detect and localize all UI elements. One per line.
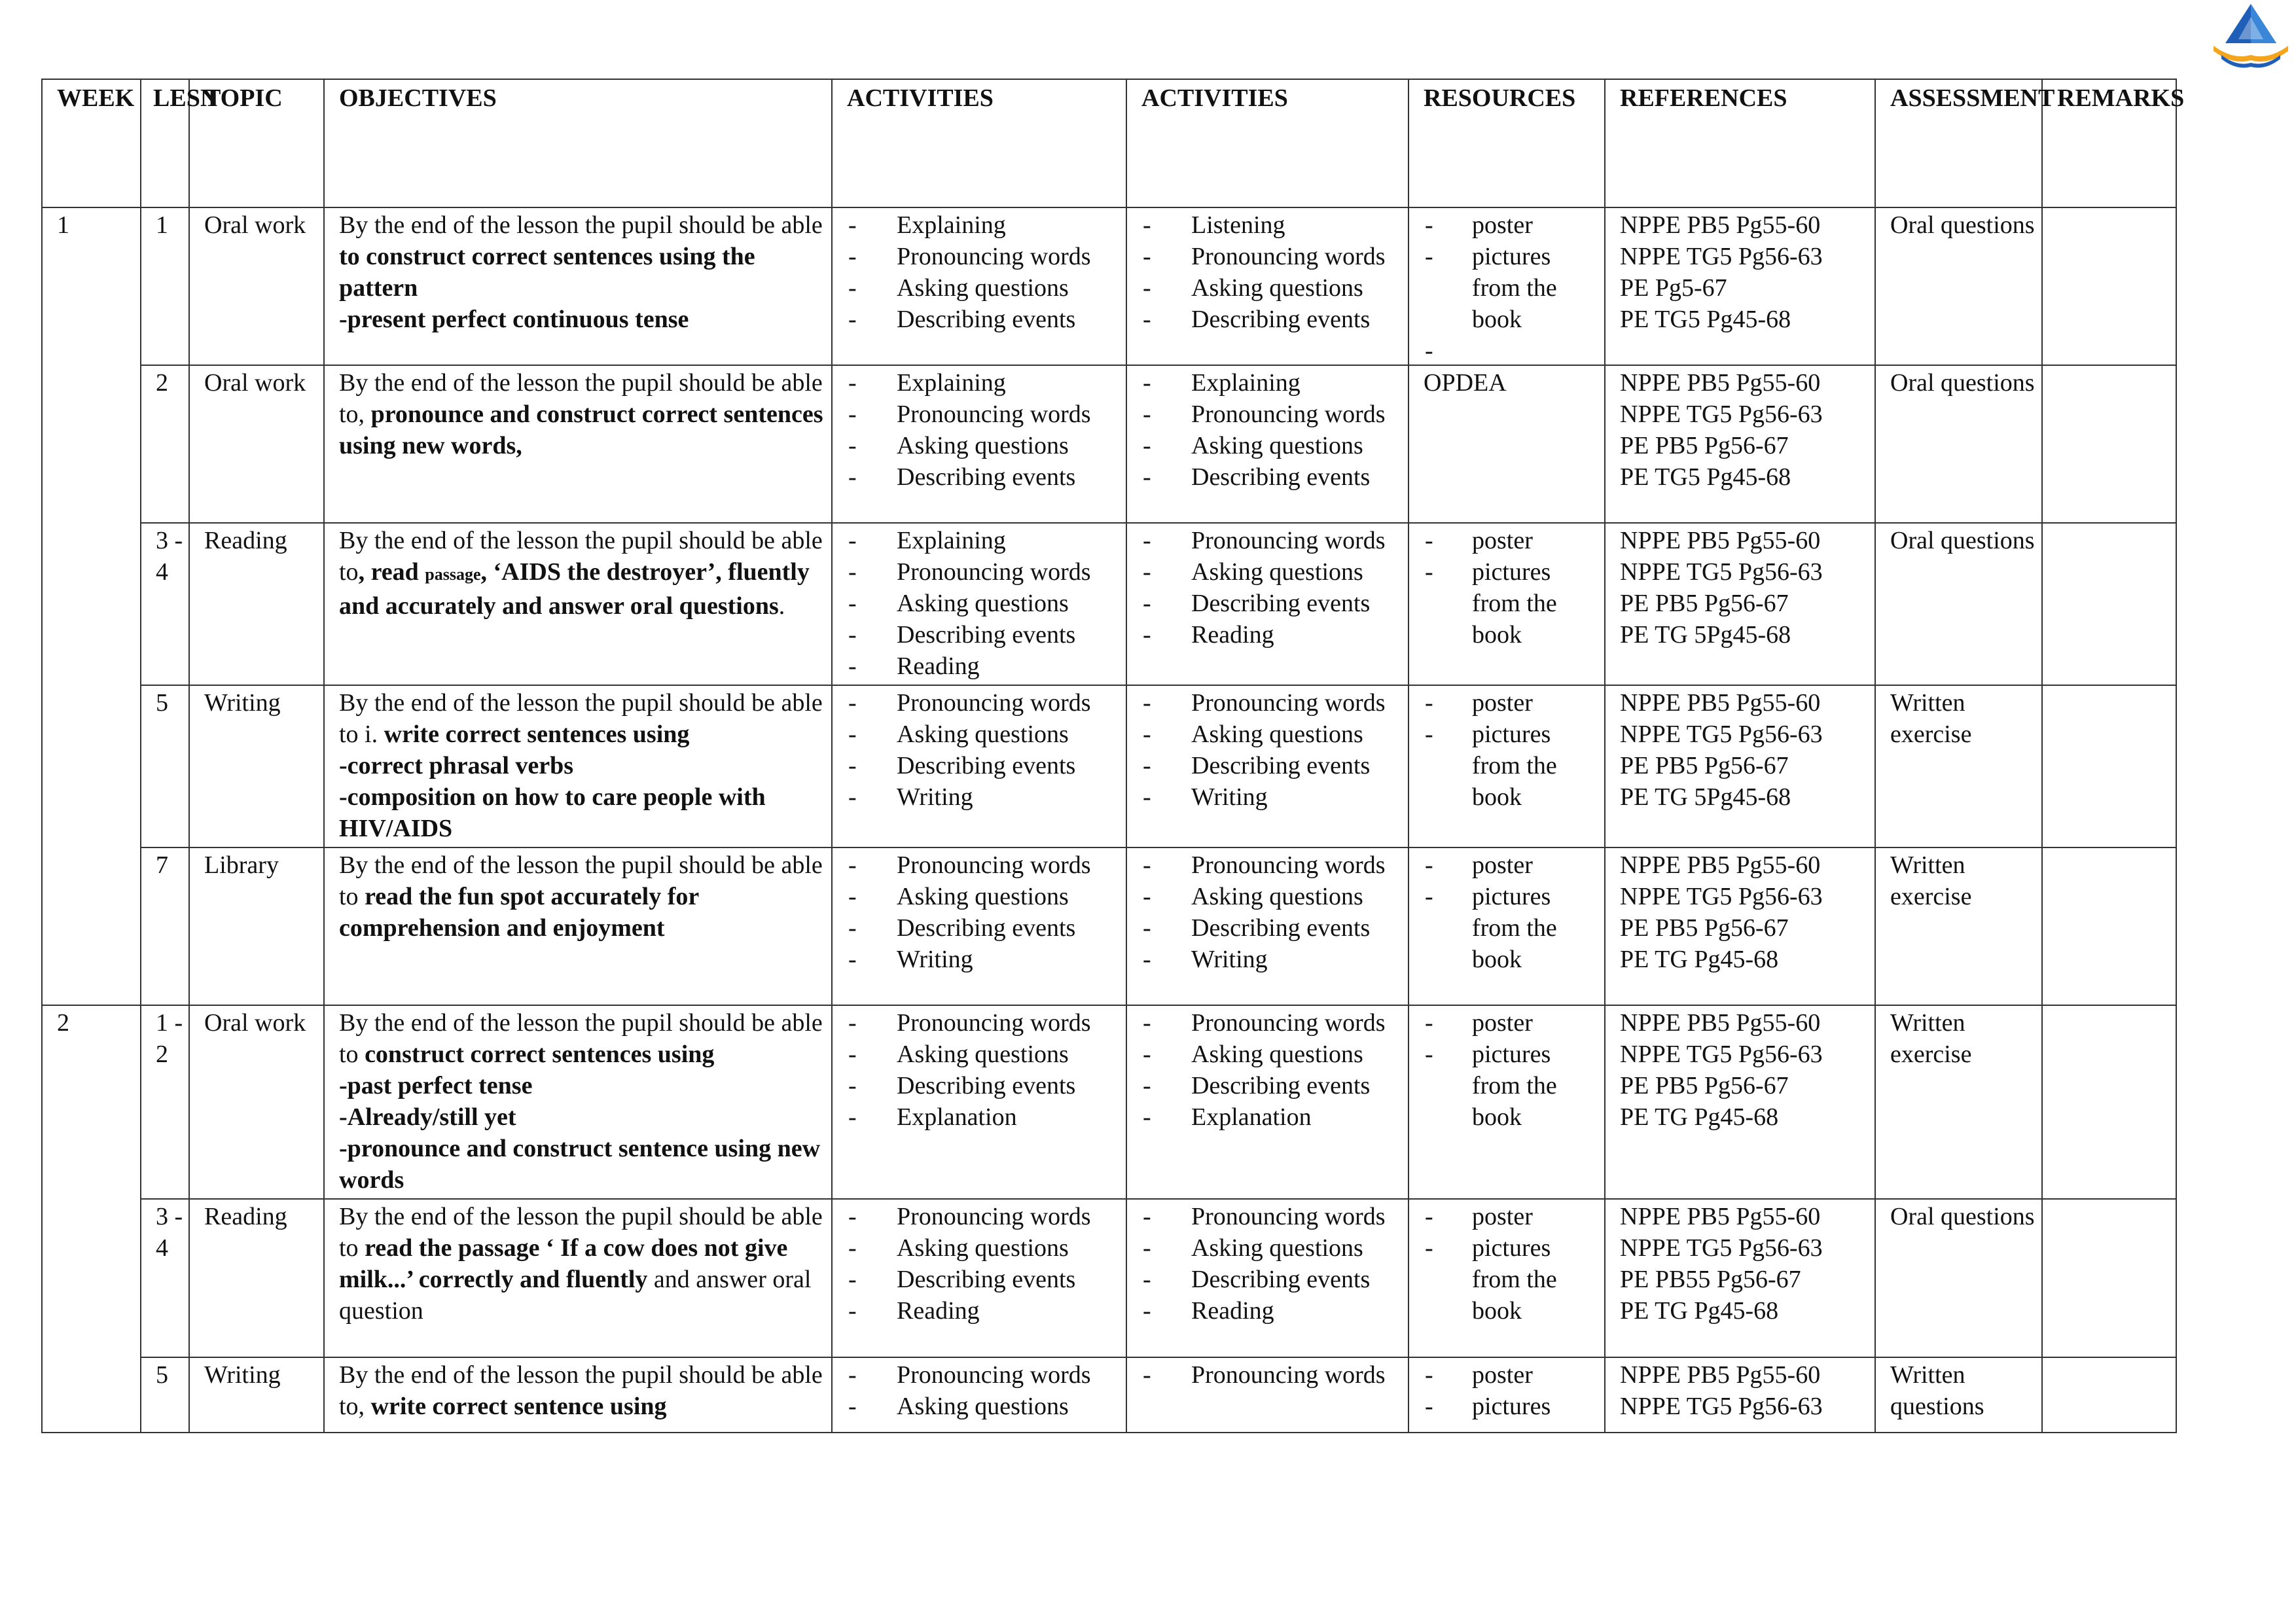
list-item: - Describing events (847, 304, 1126, 335)
reference-line: PE TG 5Pg45-68 (1620, 621, 1791, 649)
list-item: - Pronouncing words (847, 241, 1126, 272)
reference-line: NPPE PB5 Pg55-60 (1620, 527, 1821, 554)
list-item: - poster (1424, 849, 1604, 881)
assessment-cell: Oral questions (1875, 523, 2042, 685)
assessment-cell: Oral questions (1875, 1199, 2042, 1357)
list-item: - Asking questions (847, 430, 1126, 461)
objective-intro: By the end of the lesson the pupil should be able to, (339, 369, 823, 428)
list-item: - Describing events (1141, 1264, 1408, 1295)
objective-bold: construct correct sentences using (365, 1041, 715, 1068)
activities-cell (832, 1357, 1126, 1433)
activities-list (1141, 1007, 1408, 1133)
resources-cell (1408, 1005, 1605, 1199)
lesson-row (42, 1005, 2176, 1199)
book-logo-icon (2207, 0, 2295, 76)
references-cell (1605, 523, 1875, 685)
reference-line: PE PB5 Pg56-67 (1620, 590, 1789, 617)
list-item: - Describing events (1141, 912, 1408, 944)
activities-cell (832, 523, 1126, 685)
list-item: - Describing events (847, 1264, 1126, 1295)
topic-cell: Writing (189, 685, 324, 847)
objective-intro: By the end of the lesson the pupil should be able (339, 211, 823, 239)
assessment-cell: Oral questions (1875, 207, 2042, 365)
list-item: - pictures from the book (1424, 1039, 1604, 1133)
reference-line: NPPE PB5 Pg55-60 (1620, 1361, 1821, 1389)
objective-intro: By the end of the lesson the pupil should be able to (339, 1203, 823, 1262)
activities-cell (1126, 523, 1408, 685)
objective-bold: , read (358, 558, 425, 586)
activities-cell (832, 207, 1126, 365)
references-cell (1605, 207, 1875, 365)
list-item: - Asking questions (847, 1391, 1126, 1422)
objective-bold: , ‘AIDS the destroyer’, fluently and accurately and answer oral questions (339, 558, 810, 620)
week-number: 2 (42, 1005, 141, 1433)
lesson-row (42, 685, 2176, 847)
objective-tail: . (778, 592, 785, 620)
header-objectives: OBJECTIVES (324, 79, 832, 207)
scheme-of-work-table (41, 79, 2185, 1433)
list-item: - Pronouncing words (1141, 241, 1408, 272)
objectives-cell (324, 207, 832, 365)
list-item: - Pronouncing words (847, 1359, 1126, 1391)
list-item: - Asking questions (1141, 1232, 1408, 1264)
header-assessment: ASSESSMENT (1875, 79, 2042, 207)
list-item: - Describing events (1141, 1070, 1408, 1101)
objective-bold: pronounce and construct correct sentences using new words, (339, 401, 823, 459)
reference-line: NPPE PB5 Pg55-60 (1620, 689, 1821, 717)
list-item: - Asking questions (847, 1232, 1126, 1264)
list-item: - pictures from the book (1424, 1232, 1604, 1327)
lesson-number: 7 (141, 847, 189, 1005)
resources-cell (1408, 847, 1605, 1005)
list-item: - Pronouncing words (1141, 687, 1408, 719)
objectives-cell (324, 847, 832, 1005)
list-item: - Describing events (847, 750, 1126, 781)
list-item: - Pronouncing words (1141, 399, 1408, 430)
assessment-cell: Written questions (1875, 1357, 2042, 1433)
activities-list (1141, 849, 1408, 975)
list-item: - Pronouncing words (847, 1007, 1126, 1039)
lesson-row (42, 1357, 2176, 1433)
reference-line: PE TG Pg45-68 (1620, 1297, 1779, 1325)
list-item: - pictures from the book (1424, 881, 1604, 975)
activities-list (1141, 209, 1408, 335)
list-item: - Pronouncing words (1141, 1359, 1408, 1391)
objectives-cell (324, 1005, 832, 1199)
resources-list (1424, 209, 1604, 335)
objective-tail: and answer oral question (339, 1266, 812, 1325)
week-number: 1 (42, 207, 141, 1005)
resources-cell (1408, 685, 1605, 847)
reference-line: PE TG Pg45-68 (1620, 1103, 1779, 1131)
header-resources: RESOURCES (1408, 79, 1605, 207)
objective-intro: By the end of the lesson the pupil should be able to, (339, 1361, 823, 1420)
activities-list (847, 849, 1126, 975)
lesson-row (42, 365, 2176, 523)
objective-line: -present perfect continuous tense (339, 306, 689, 333)
list-item: - Writing (847, 781, 1126, 813)
references-cell (1605, 1357, 1875, 1433)
lesson-number: 5 (141, 1357, 189, 1433)
topic-cell: Oral work (189, 1005, 324, 1199)
header-topic: TOPIC (189, 79, 324, 207)
resources-list (1424, 1007, 1604, 1133)
lesson-number: 3 - 4 (141, 1199, 189, 1357)
list-item: - Describing events (847, 1070, 1126, 1101)
activities-list (847, 1359, 1126, 1422)
list-item: - Asking questions (1141, 881, 1408, 912)
list-item: - Explaining (847, 525, 1126, 556)
resources-list (1424, 849, 1604, 975)
list-item: - pictures (1424, 1391, 1604, 1422)
objective-line: -pronounce and construct sentence using new words (339, 1135, 821, 1194)
list-item: - Asking questions (847, 719, 1126, 750)
list-item: - Asking questions (847, 1039, 1126, 1070)
objective-line: -past perfect tense (339, 1072, 533, 1099)
topic-cell: Oral work (189, 365, 324, 523)
topic-cell: Reading (189, 1199, 324, 1357)
resources-cell (1408, 365, 1605, 523)
list-item: - Pronouncing words (847, 687, 1126, 719)
list-item: - poster (1424, 1007, 1604, 1039)
references-cell (1605, 365, 1875, 523)
objective-bold: read the fun spot accurately for comprehension and enjoyment (339, 883, 699, 942)
activities-list (847, 525, 1126, 682)
lesson-number: 1 (141, 207, 189, 365)
objective-line: -composition on how to care people with HIV/AIDS (339, 783, 766, 842)
reference-line: NPPE PB5 Pg55-60 (1620, 1203, 1821, 1230)
objective-bold: to construct correct sentences using the pattern (339, 243, 755, 302)
reference-line: NPPE TG5 Pg56-63 (1620, 721, 1823, 748)
list-item: - Describing events (847, 912, 1126, 944)
list-item: - poster (1424, 525, 1604, 556)
assessment-cell: Oral questions (1875, 365, 2042, 523)
reference-line: PE TG 5Pg45-68 (1620, 783, 1791, 811)
objectives-cell (324, 365, 832, 523)
resources-cell (1408, 1199, 1605, 1357)
lesson-number: 3 - 4 (141, 523, 189, 685)
list-item: - Describing events (847, 461, 1126, 493)
references-cell (1605, 847, 1875, 1005)
list-item: - pictures from the book (1424, 719, 1604, 813)
reference-line: NPPE PB5 Pg55-60 (1620, 1009, 1821, 1037)
list-item: - Pronouncing words (1141, 849, 1408, 881)
topic-cell: Oral work (189, 207, 324, 365)
list-item: - Explanation (847, 1101, 1126, 1133)
list-item: - Describing events (1141, 588, 1408, 619)
objective-intro: By the end of the lesson the pupil should be able to i. (339, 689, 823, 748)
list-item: - Writing (1141, 944, 1408, 975)
resources-list (1424, 1201, 1604, 1327)
reference-line: NPPE TG5 Pg56-63 (1620, 243, 1823, 270)
reference-line: PE Pg5-67 (1620, 274, 1727, 302)
objective-small: passage (425, 565, 481, 584)
list-item: - Asking questions (847, 272, 1126, 304)
remarks-cell (2042, 523, 2176, 685)
list-item: - Explaining (1141, 367, 1408, 399)
list-item: - Asking questions (847, 588, 1126, 619)
lesson-row (42, 1199, 2176, 1357)
activities-cell (1126, 365, 1408, 523)
reference-line: PE PB5 Pg56-67 (1620, 432, 1789, 459)
list-item: - poster (1424, 1359, 1604, 1391)
objectives-cell (324, 523, 832, 685)
activities-cell (1126, 1357, 1408, 1433)
reference-line: PE PB5 Pg56-67 (1620, 914, 1789, 942)
activities-list (847, 687, 1126, 813)
list-item: - Reading (847, 1295, 1126, 1327)
header-references: REFERENCES (1605, 79, 1875, 207)
assessment-cell: Written exercise (1875, 847, 2042, 1005)
objective-bold: write correct sentences using (384, 721, 690, 748)
activities-cell (832, 1199, 1126, 1357)
list-item: - Asking questions (1141, 719, 1408, 750)
reference-line: NPPE TG5 Pg56-63 (1620, 1041, 1823, 1068)
activities-cell (1126, 1199, 1408, 1357)
lesson-row (42, 847, 2176, 1005)
objective-intro: By the end of the lesson the pupil should be able to (339, 851, 823, 910)
lesson-number: 5 (141, 685, 189, 847)
objective-intro: By the end of the lesson the pupil should be able to (339, 1009, 823, 1068)
list-item: - pictures from the book (1424, 241, 1604, 335)
activities-cell (832, 1005, 1126, 1199)
list-item: - poster (1424, 687, 1604, 719)
list-item: - Asking questions (847, 881, 1126, 912)
list-item: - Listening (1141, 209, 1408, 241)
activities-cell (832, 847, 1126, 1005)
reference-line: PE PB55 Pg56-67 (1620, 1266, 1801, 1293)
header-week: WEEK (42, 79, 141, 207)
activities-list (1141, 525, 1408, 651)
list-item: - Reading (847, 651, 1126, 682)
references-cell (1605, 1199, 1875, 1357)
lesson-number: 1 - 2 (141, 1005, 189, 1199)
objective-bold: read the passage ‘ If a cow does not give milk...’ correctly and fluently (339, 1234, 788, 1293)
lesson-row (42, 207, 2176, 365)
references-cell (1605, 685, 1875, 847)
list-item: - Writing (847, 944, 1126, 975)
activities-cell (1126, 1005, 1408, 1199)
references-cell (1605, 1005, 1875, 1199)
reference-line: PE TG Pg45-68 (1620, 946, 1779, 973)
reference-line: PE PB5 Pg56-67 (1620, 752, 1789, 779)
assessment-cell: Written exercise (1875, 685, 2042, 847)
reference-line: NPPE PB5 Pg55-60 (1620, 211, 1821, 239)
remarks-cell (2042, 1005, 2176, 1199)
remarks-cell (2042, 685, 2176, 847)
header-activities: ACTIVITIES (832, 79, 1126, 207)
list-item: - Describing events (1141, 461, 1408, 493)
list-item: - poster (1424, 209, 1604, 241)
list-item: - pictures from the book (1424, 556, 1604, 651)
list-item: - Asking questions (1141, 1039, 1408, 1070)
list-item: - Writing (1141, 781, 1408, 813)
list-item: - Pronouncing words (1141, 1201, 1408, 1232)
reference-line: NPPE TG5 Pg56-63 (1620, 1234, 1823, 1262)
list-item: - Explaining (847, 367, 1126, 399)
remarks-cell (2042, 365, 2176, 523)
list-item: - Describing events (1141, 750, 1408, 781)
remarks-cell (2042, 847, 2176, 1005)
list-item: - Pronouncing words (1141, 525, 1408, 556)
header-remarks: REMARKS (2042, 79, 2176, 207)
list-item: - Reading (1141, 1295, 1408, 1327)
list-item: - Asking questions (1141, 430, 1408, 461)
list-item: - Pronouncing words (847, 556, 1126, 588)
topic-cell: Reading (189, 523, 324, 685)
resources-cell (1408, 1357, 1605, 1433)
activities-cell (832, 685, 1126, 847)
objectives-cell (324, 685, 832, 847)
objectives-cell (324, 1199, 832, 1357)
reference-line: NPPE TG5 Pg56-63 (1620, 1393, 1823, 1420)
activities-list (1141, 367, 1408, 493)
resource-text: OPDEA (1424, 369, 1507, 397)
header-activities: ACTIVITIES (1126, 79, 1408, 207)
reference-line: PE TG5 Pg45-68 (1620, 306, 1791, 333)
list-item: - Explanation (1141, 1101, 1408, 1133)
list-item: - Asking questions (1141, 272, 1408, 304)
reference-line: PE PB5 Pg56-67 (1620, 1072, 1789, 1099)
list-item: - Pronouncing words (847, 399, 1126, 430)
resources-list (1424, 525, 1604, 651)
reference-line: PE TG5 Pg45-68 (1620, 463, 1791, 491)
assessment-cell: Written exercise (1875, 1005, 2042, 1199)
objective-intro: By the end of the lesson the pupil should be able to (339, 527, 823, 586)
resources-list (1424, 687, 1604, 813)
activities-list (847, 1201, 1126, 1327)
objective-line: -correct phrasal verbs (339, 752, 574, 779)
list-item: - Reading (1141, 619, 1408, 651)
reference-line: NPPE PB5 Pg55-60 (1620, 851, 1821, 879)
activities-list (1141, 1359, 1408, 1391)
activities-cell (1126, 847, 1408, 1005)
activities-cell (1126, 685, 1408, 847)
activities-list (847, 367, 1126, 493)
remarks-cell (2042, 1357, 2176, 1433)
list-item: - Pronouncing words (1141, 1007, 1408, 1039)
reference-line: NPPE TG5 Pg56-63 (1620, 883, 1823, 910)
objective-bold: write correct sentence using (370, 1393, 667, 1420)
objectives-cell (324, 1357, 832, 1433)
resources-cell (1408, 207, 1605, 365)
remarks-cell (2042, 1199, 2176, 1357)
header-row (42, 79, 2176, 207)
resources-list (1424, 1359, 1604, 1422)
header-lesn: LESN (141, 79, 189, 207)
list-item: - Pronouncing words (847, 1201, 1126, 1232)
activities-list (847, 209, 1126, 335)
list-item: - Asking questions (1141, 556, 1408, 588)
list-item: - Explaining (847, 209, 1126, 241)
lesson-number: 2 (141, 365, 189, 523)
remarks-cell (2042, 207, 2176, 365)
activities-list (1141, 1201, 1408, 1327)
activities-list (1141, 687, 1408, 813)
topic-cell: Library (189, 847, 324, 1005)
reference-line: NPPE TG5 Pg56-63 (1620, 401, 1823, 428)
lesson-row (42, 523, 2176, 685)
topic-cell: Writing (189, 1357, 324, 1433)
objective-line: -Already/still yet (339, 1103, 516, 1131)
list-item: - Pronouncing words (847, 849, 1126, 881)
activities-cell (1126, 207, 1408, 365)
list-item: - poster (1424, 1201, 1604, 1232)
reference-line: NPPE PB5 Pg55-60 (1620, 369, 1821, 397)
list-item: - Describing events (847, 619, 1126, 651)
activities-list (847, 1007, 1126, 1133)
activities-cell (832, 365, 1126, 523)
resources-cell (1408, 523, 1605, 685)
list-item: - Describing events (1141, 304, 1408, 335)
reference-line: NPPE TG5 Pg56-63 (1620, 558, 1823, 586)
